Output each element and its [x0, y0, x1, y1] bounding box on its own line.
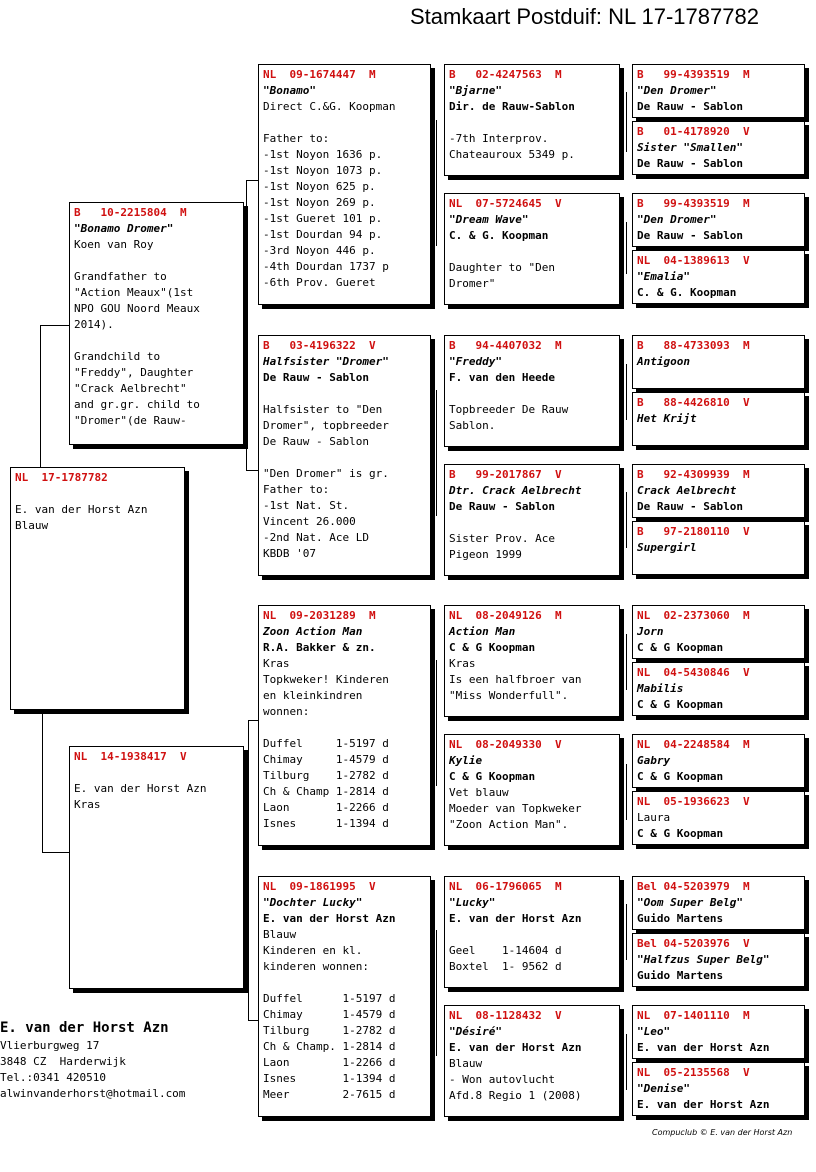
- info-line: "Dromer"(de Rauw-: [74, 414, 187, 427]
- pigeon-name: "Bonamo": [263, 84, 316, 97]
- owner-name: R.A. Bakker & zn.: [263, 641, 376, 654]
- owner-name: De Rauw - Sablon: [637, 157, 743, 170]
- owner-name: E. van der Horst Azn: [637, 1098, 770, 1111]
- pigeon-card-gen3-6[interactable]: [444, 876, 620, 988]
- owner-name: E. van der Horst Azn: [449, 912, 582, 925]
- info-line: Chimay 1-4579 d: [263, 753, 389, 766]
- pigeon-card-father[interactable]: [69, 202, 244, 445]
- ring-number: NL 05-2135568 V: [637, 1066, 750, 1079]
- info-line: Ch & Champ. 1-2814 d: [263, 1040, 396, 1053]
- pigeon-name: "Leo": [637, 1025, 671, 1038]
- connector: [246, 180, 247, 470]
- ring-number: NL 08-1128432 V: [449, 1009, 562, 1022]
- pigeon-card-gen2-3[interactable]: [258, 876, 431, 1117]
- info-line: Tilburg 1-2782 d: [263, 769, 389, 782]
- ring-number: NL 04-1389613 V: [637, 254, 750, 267]
- connector: [248, 720, 258, 721]
- owner-name: Koen van Roy: [74, 238, 154, 251]
- connector: [248, 720, 249, 1020]
- pigeon-name: Kylie: [449, 754, 483, 767]
- info-line: Grandchild to: [74, 350, 161, 363]
- info-line: Blauw: [15, 519, 49, 532]
- info-line: Daughter to "Den: [449, 261, 555, 274]
- pigeon-card-gen4-1[interactable]: [632, 121, 805, 175]
- ring-number: NL 02-2373060 M: [637, 609, 750, 622]
- info-line: [15, 486, 180, 502]
- connector: [626, 222, 627, 274]
- pigeon-name: "Den Dromer": [637, 213, 717, 226]
- info-line: KBDB '07: [263, 547, 316, 560]
- pigeon-name: Gabry: [637, 754, 671, 767]
- breeder-city: 3848 CZ Harderwijk: [0, 1055, 126, 1068]
- pigeon-card-gen4-14[interactable]: [632, 1005, 805, 1059]
- ring-number: B 97-2180110 V: [637, 525, 750, 538]
- pigeon-card-gen4-2[interactable]: [632, 193, 805, 247]
- pigeon-card-gen4-12[interactable]: [632, 876, 805, 930]
- ring-number: NL 09-2031289 M: [263, 609, 376, 622]
- connector: [436, 660, 437, 786]
- info-line: E. van der Horst Azn: [74, 782, 207, 795]
- info-line: -1st Noyon 1636 p.: [263, 148, 383, 161]
- ring-number: NL 09-1861995 V: [263, 880, 376, 893]
- pigeon-name: Mabilis: [637, 682, 684, 695]
- ring-number: B 92-4309939 M: [637, 468, 750, 481]
- info-line: en kleinkindren: [263, 689, 363, 702]
- connector: [626, 904, 627, 960]
- pigeon-name: "Bonamo Dromer": [74, 222, 174, 235]
- pigeon-name: "Freddy": [449, 355, 502, 368]
- owner-name: C. & G. Koopman: [449, 229, 549, 242]
- info-line: -1st Gueret 101 p.: [263, 212, 383, 225]
- owner-name: De Rauw - Sablon: [263, 371, 369, 384]
- ring-number: B 99-4393519 M: [637, 68, 750, 81]
- ring-number: NL 07-5724645 V: [449, 197, 562, 210]
- info-line: -7th Interprov.: [449, 132, 549, 145]
- pigeon-card-gen4-15[interactable]: [632, 1062, 805, 1116]
- info-line: wonnen:: [263, 705, 310, 718]
- pigeon-name: Zoon Action Man: [263, 625, 363, 638]
- info-line: Blauw: [449, 1057, 483, 1070]
- connector: [246, 180, 258, 181]
- pigeon-name: Supergirl: [637, 541, 697, 554]
- pigeon-card-gen4-8[interactable]: [632, 605, 805, 659]
- pigeon-name: Crack Aelbrecht: [637, 484, 737, 497]
- pigeon-card-gen4-11[interactable]: [632, 791, 805, 845]
- info-line: [449, 115, 615, 131]
- pigeon-name: "Halfzus Super Belg": [637, 953, 770, 966]
- owner-name: E. van der Horst Azn: [637, 1041, 770, 1054]
- pigeon-card-subject[interactable]: [10, 467, 185, 710]
- info-line: De Rauw - Sablon: [263, 435, 369, 448]
- breeder-email[interactable]: alwinvanderhorst@hotmail.com: [0, 1087, 186, 1100]
- connector: [40, 325, 70, 326]
- owner-name: C & G Koopman: [449, 770, 536, 783]
- info-line: [263, 115, 426, 131]
- info-line: Grandfather to: [74, 270, 167, 283]
- pigeon-card-gen4-6[interactable]: [632, 464, 805, 518]
- ring-number: B 99-4393519 M: [637, 197, 750, 210]
- pigeon-card-gen3-0[interactable]: [444, 64, 620, 176]
- pigeon-card-mother[interactable]: [69, 746, 244, 989]
- info-line: Dromer": [449, 277, 496, 290]
- info-line: [449, 927, 615, 943]
- ring-number: B 02-4247563 M: [449, 68, 562, 81]
- page-title: Stamkaart Postduif: NL 17-1787782: [410, 4, 759, 29]
- info-line: - Won autovlucht: [449, 1073, 555, 1086]
- connector: [42, 852, 70, 853]
- info-line: Duffel 1-5197 d: [263, 737, 389, 750]
- ring-number: NL 06-1796065 M: [449, 880, 562, 893]
- pigeon-name: Antigoon: [637, 355, 690, 368]
- info-line: Father to:: [263, 132, 330, 145]
- connector: [436, 120, 437, 246]
- ring-number: NL 17-1787782: [15, 471, 108, 484]
- connector: [436, 390, 437, 516]
- ring-number: B 88-4426810 V: [637, 396, 750, 409]
- info-line: NPO GOU Noord Meaux: [74, 302, 200, 315]
- owner-name: E. van der Horst Azn: [263, 912, 396, 925]
- info-line: "Zoon Action Man".: [449, 818, 569, 831]
- owner-name: Guido Martens: [637, 969, 724, 982]
- owner-name: De Rauw - Sablon: [637, 500, 743, 513]
- connector: [246, 470, 258, 471]
- pigeon-name: "Denise": [637, 1082, 690, 1095]
- info-line: Blauw: [263, 928, 297, 941]
- pigeon-card-gen4-9[interactable]: [632, 662, 805, 716]
- pigeon-name: Laura: [637, 811, 671, 824]
- ring-number: B 03-4196322 V: [263, 339, 376, 352]
- info-line: -1st Noyon 269 p.: [263, 196, 376, 209]
- info-line: Chimay 1-4579 d: [263, 1008, 396, 1021]
- pigeon-card-gen3-1[interactable]: [444, 193, 620, 305]
- info-line: Moeder van Topkweker: [449, 802, 582, 815]
- connector: [626, 492, 627, 548]
- info-line: Laon 1-2266 d: [263, 1056, 396, 1069]
- owner-name: Guido Martens: [637, 912, 724, 925]
- info-line: Dromer", topbreeder: [263, 419, 389, 432]
- ring-number: Bel 04-5203976 V: [637, 937, 750, 950]
- owner-name: F. van den Heede: [449, 371, 555, 384]
- connector: [626, 764, 627, 820]
- info-line: Geel 1-14604 d: [449, 944, 562, 957]
- ring-number: NL 09-1674447 M: [263, 68, 376, 81]
- info-line: Halfsister to "Den: [263, 403, 383, 416]
- info-line: [74, 765, 239, 781]
- info-line: Kras: [449, 657, 476, 670]
- pigeon-card-gen3-3[interactable]: [444, 464, 620, 576]
- connector: [626, 634, 627, 690]
- info-line: Vet blauw: [449, 786, 509, 799]
- info-line: [74, 333, 239, 349]
- footer-credit: Compuclub © E. van der Horst Azn: [652, 1128, 793, 1137]
- info-line: Isnes 1-1394 d: [263, 1072, 396, 1085]
- info-line: Tilburg 1-2782 d: [263, 1024, 396, 1037]
- pigeon-name: "Dochter Lucky": [263, 896, 363, 909]
- ring-number: B 10-2215804 M: [74, 206, 187, 219]
- info-line: [449, 515, 615, 531]
- connector: [436, 930, 437, 1056]
- connector: [626, 364, 627, 420]
- ring-number: NL 14-1938417 V: [74, 750, 187, 763]
- pigeon-card-gen2-2[interactable]: [258, 605, 431, 846]
- pigeon-name: "Emalia": [637, 270, 690, 283]
- info-line: "Freddy", Daughter: [74, 366, 194, 379]
- pigeon-name: Action Man: [449, 625, 516, 638]
- ring-number: B 01-4178920 V: [637, 125, 750, 138]
- owner-name: Direct C.&G. Koopman: [263, 100, 396, 113]
- owner-name: E. van der Horst Azn: [449, 1041, 582, 1054]
- info-line: Duffel 1-5197 d: [263, 992, 396, 1005]
- pigeon-name: "Dream Wave": [449, 213, 529, 226]
- info-line: Boxtel 1- 9562 d: [449, 960, 562, 973]
- pigeon-name: Halfsister "Dromer": [263, 355, 389, 368]
- owner-name: De Rauw - Sablon: [637, 100, 743, 113]
- ring-number: NL 08-2049126 M: [449, 609, 562, 622]
- info-line: Sister Prov. Ace: [449, 532, 555, 545]
- owner-name: C & G Koopman: [449, 641, 536, 654]
- breeder-street: Vlierburgweg 17: [0, 1039, 100, 1052]
- info-line: kinderen wonnen:: [263, 960, 369, 973]
- info-line: -1st Nat. St.: [263, 499, 350, 512]
- pigeon-card-gen4-0[interactable]: [632, 64, 805, 118]
- info-line: Isnes 1-1394 d: [263, 817, 389, 830]
- info-line: [263, 975, 426, 991]
- ring-number: NL 04-2248584 M: [637, 738, 750, 751]
- pigeon-card-gen4-13[interactable]: [632, 933, 805, 987]
- info-line: E. van der Horst Azn: [15, 503, 148, 516]
- info-line: [74, 253, 239, 269]
- info-line: "Action Meaux"(1st: [74, 286, 194, 299]
- ring-number: NL 07-1401110 M: [637, 1009, 750, 1022]
- pigeon-card-gen4-5[interactable]: [632, 392, 805, 446]
- owner-name: C & G Koopman: [637, 770, 724, 783]
- ring-number: B 99-2017867 V: [449, 468, 562, 481]
- info-line: Sablon.: [449, 419, 496, 432]
- info-line: [449, 244, 615, 260]
- info-line: [263, 450, 426, 466]
- info-line: Kras: [74, 798, 101, 811]
- owner-name: Dir. de Rauw-Sablon: [449, 100, 575, 113]
- info-line: -3rd Noyon 446 p.: [263, 244, 376, 257]
- pigeon-card-gen4-4[interactable]: [632, 335, 805, 389]
- ring-number: B 94-4407032 M: [449, 339, 562, 352]
- info-line: Kras: [263, 657, 290, 670]
- pigeon-name: Dtr. Crack Aelbrecht: [449, 484, 582, 497]
- info-line: Chateauroux 5349 p.: [449, 148, 575, 161]
- pigeon-name: Sister "Smallen": [637, 141, 743, 154]
- connector: [40, 325, 41, 468]
- pigeon-name: Jorn: [637, 625, 664, 638]
- owner-name: De Rauw - Sablon: [637, 229, 743, 242]
- info-line: "Miss Wonderfull".: [449, 689, 569, 702]
- info-line: Ch & Champ 1-2814 d: [263, 785, 389, 798]
- info-line: -1st Noyon 625 p.: [263, 180, 376, 193]
- owner-name: C & G Koopman: [637, 827, 724, 840]
- info-line: [449, 386, 615, 402]
- owner-name: C & G Koopman: [637, 641, 724, 654]
- info-line: Topbreeder De Rauw: [449, 403, 569, 416]
- pigeon-card-gen4-3[interactable]: [632, 250, 805, 304]
- info-line: 2014).: [74, 318, 114, 331]
- ring-number: NL 04-5430846 V: [637, 666, 750, 679]
- breeder-name: E. van der Horst Azn: [0, 1020, 169, 1036]
- info-line: -4th Dourdan 1737 p: [263, 260, 389, 273]
- pigeon-card-gen3-7[interactable]: [444, 1005, 620, 1117]
- info-line: Kinderen en kl.: [263, 944, 363, 957]
- info-line: "Den Dromer" is gr.: [263, 467, 389, 480]
- ring-number: NL 08-2049330 V: [449, 738, 562, 751]
- pigeon-card-gen4-10[interactable]: [632, 734, 805, 788]
- pigeon-name: "Den Dromer": [637, 84, 717, 97]
- info-line: "Crack Aelbrecht": [74, 382, 187, 395]
- info-line: Vincent 26.000: [263, 515, 356, 528]
- pigeon-card-gen3-5[interactable]: [444, 734, 620, 846]
- info-line: -1st Noyon 1073 p.: [263, 164, 383, 177]
- info-line: Laon 1-2266 d: [263, 801, 389, 814]
- info-line: -6th Prov. Gueret: [263, 276, 376, 289]
- ring-number: B 88-4733093 M: [637, 339, 750, 352]
- connector: [42, 712, 43, 852]
- breeder-phone: Tel.:0341 420510: [0, 1071, 106, 1084]
- connector: [626, 1034, 627, 1090]
- pigeon-card-gen3-2[interactable]: [444, 335, 620, 447]
- info-line: -2nd Nat. Ace LD: [263, 531, 369, 544]
- pigeon-name: "Désiré": [449, 1025, 502, 1038]
- ring-number: NL 05-1936623 V: [637, 795, 750, 808]
- owner-name: C & G Koopman: [637, 698, 724, 711]
- connector: [626, 92, 627, 152]
- info-line: and gr.gr. child to: [74, 398, 200, 411]
- pigeon-card-gen4-7[interactable]: [632, 521, 805, 575]
- pigeon-card-gen2-0[interactable]: [258, 64, 431, 305]
- breeder-info: [0, 1018, 250, 1102]
- pigeon-card-gen3-4[interactable]: [444, 605, 620, 717]
- info-line: Pigeon 1999: [449, 548, 522, 561]
- info-line: [263, 720, 426, 736]
- info-line: Meer 2-7615 d: [263, 1088, 396, 1101]
- info-line: Is een halfbroer van: [449, 673, 582, 686]
- pigeon-card-gen2-1[interactable]: [258, 335, 431, 576]
- owner-name: De Rauw - Sablon: [449, 500, 555, 513]
- info-line: -1st Dourdan 94 p.: [263, 228, 383, 241]
- info-line: Topkweker! Kinderen: [263, 673, 389, 686]
- info-line: [263, 386, 426, 402]
- pigeon-name: Het Krijt: [637, 412, 697, 425]
- pigeon-name: "Bjarne": [449, 84, 502, 97]
- owner-name: C. & G. Koopman: [637, 286, 737, 299]
- ring-number: Bel 04-5203979 M: [637, 880, 750, 893]
- info-line: Afd.8 Regio 1 (2008): [449, 1089, 582, 1102]
- pigeon-name: "Oom Super Belg": [637, 896, 743, 909]
- info-line: Father to:: [263, 483, 330, 496]
- pigeon-name: "Lucky": [449, 896, 496, 909]
